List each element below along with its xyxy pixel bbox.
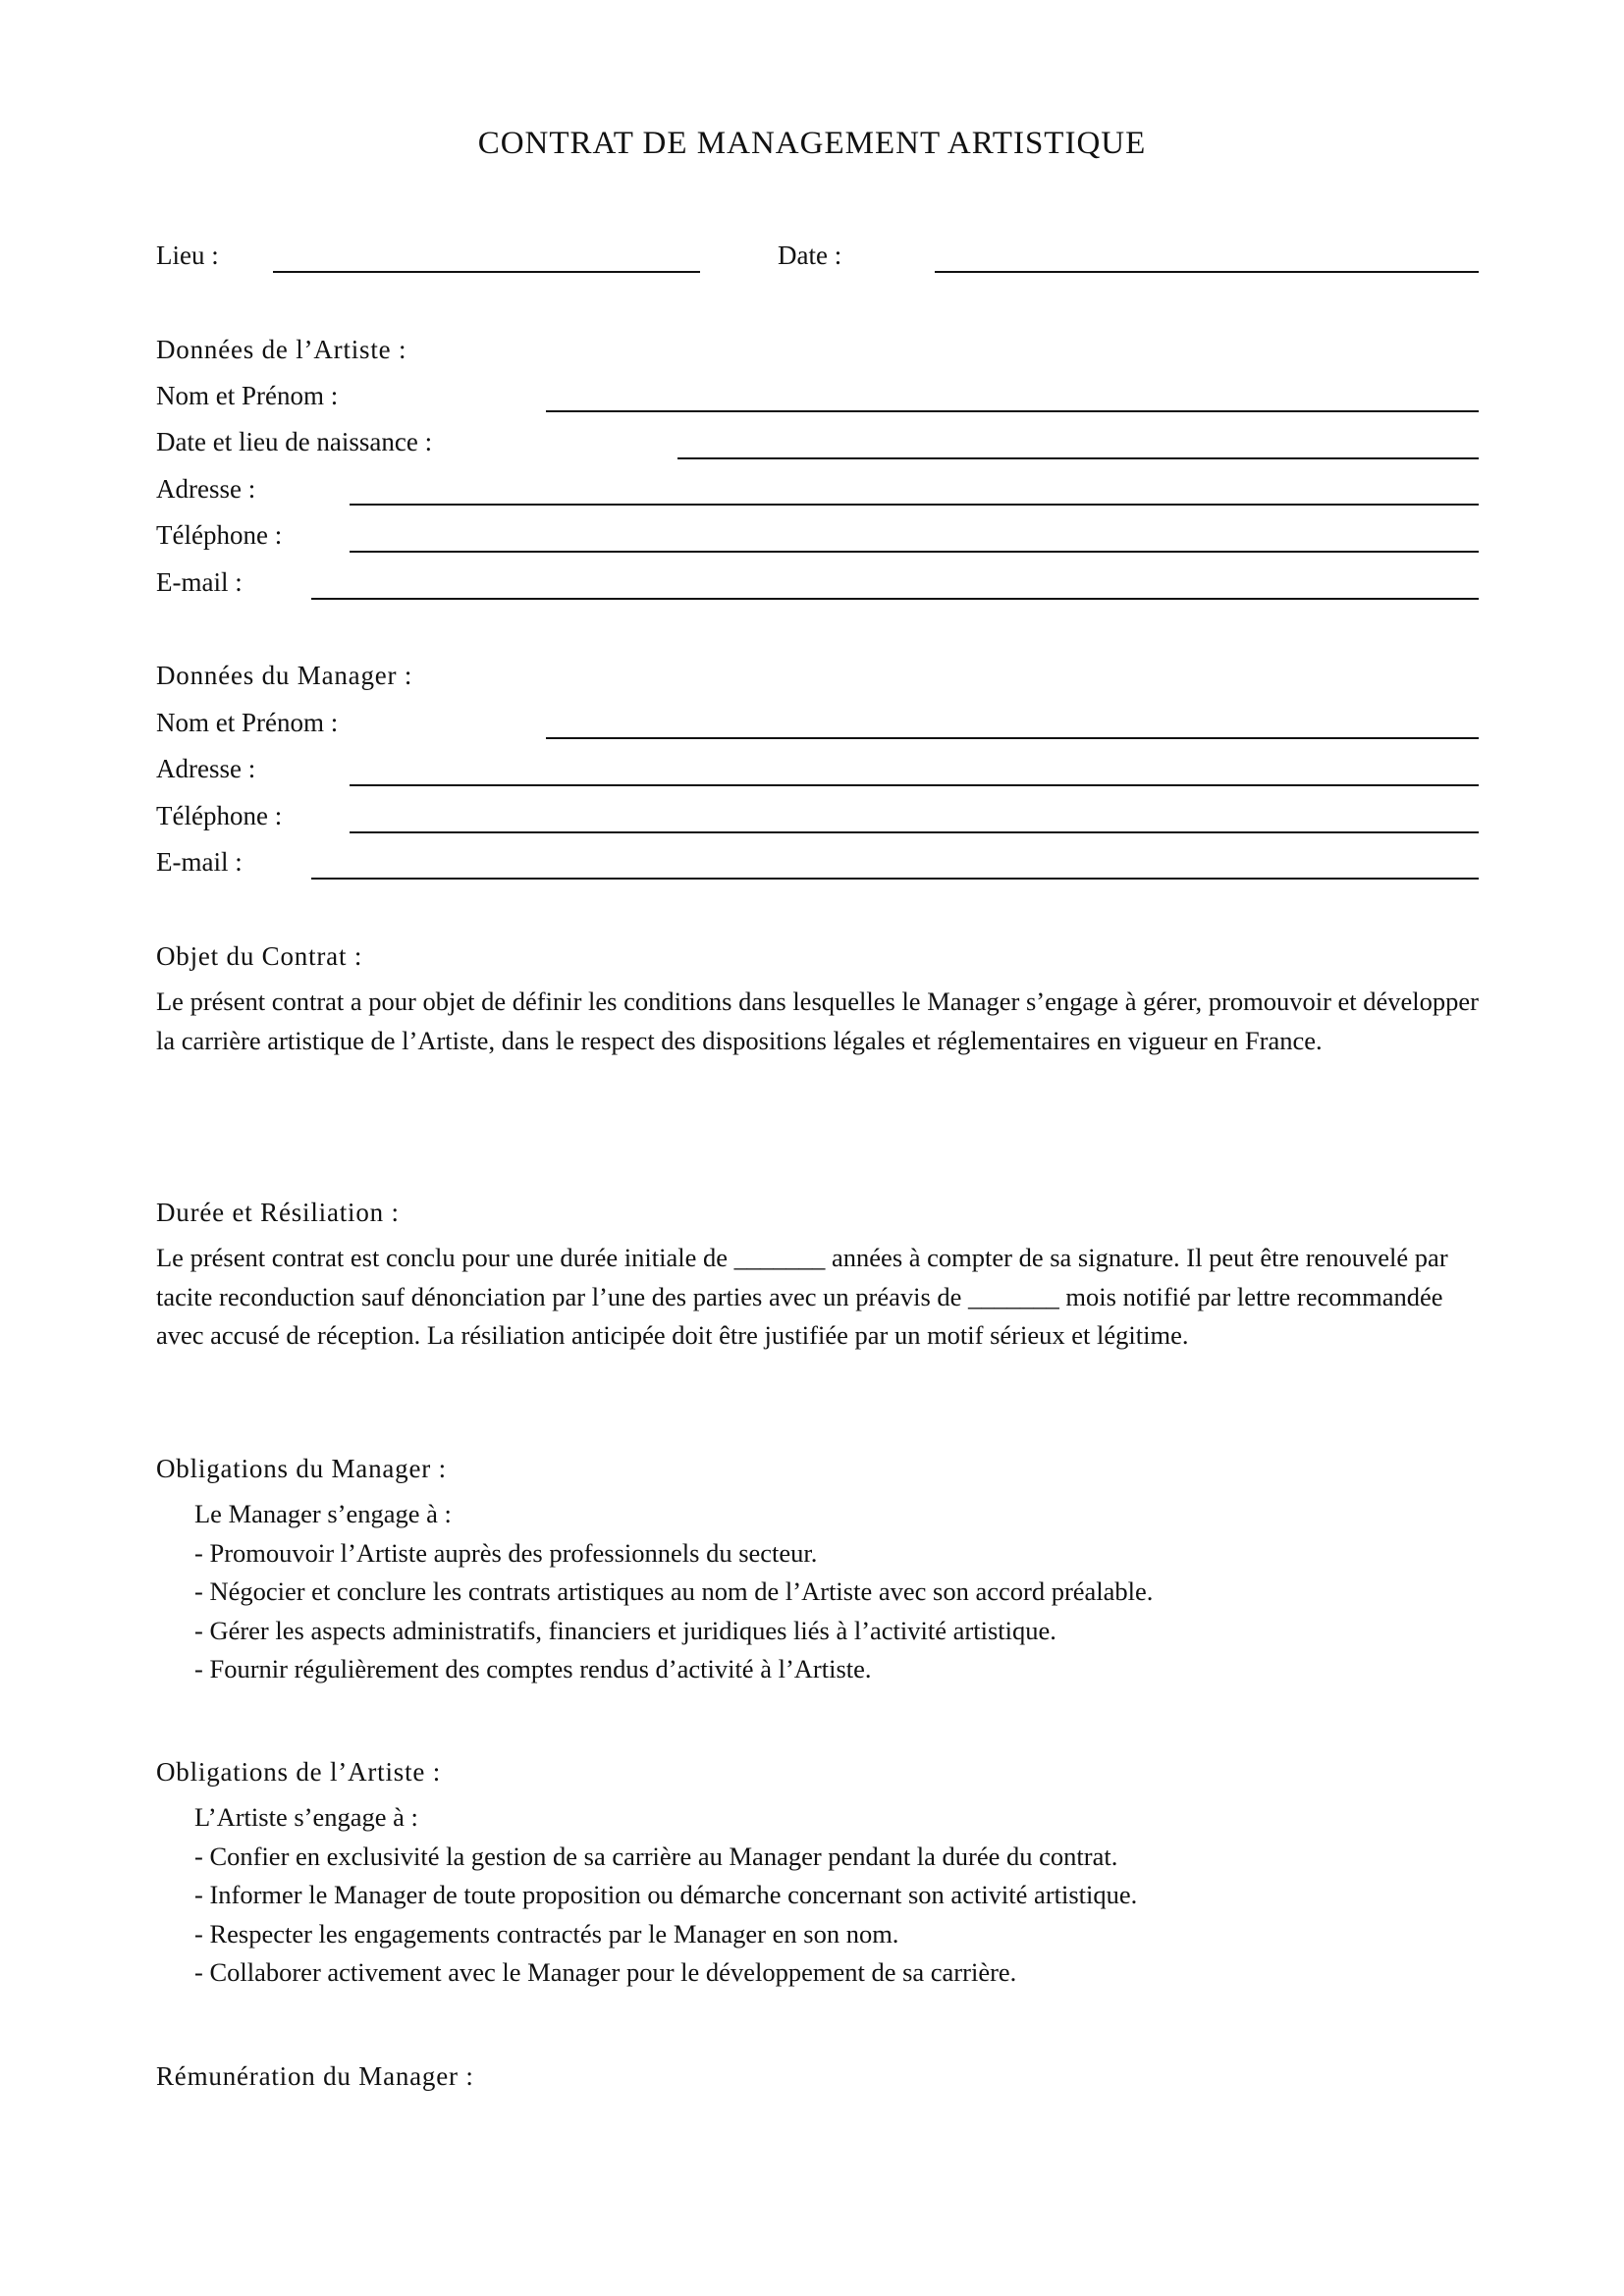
artist-obligations-list xyxy=(194,1798,1471,1993)
list-item: - Négocier et conclure les contrats artistiques au nom de l’Artiste avec son accord préalable. xyxy=(194,1576,1154,1606)
list-item: - Fournir régulièrement des comptes rendus d’activité à l’Artiste. xyxy=(194,1654,872,1683)
manager-name-label: Nom et Prénom : xyxy=(156,708,339,737)
list-item: - Confier en exclusivité la gestion de sa carrière au Manager pendant la durée du contrat. xyxy=(194,1841,1118,1871)
artist-section-heading: Données de l’Artiste : xyxy=(156,335,407,364)
manager-address-label: Adresse : xyxy=(156,754,256,783)
artist-phone-label: Téléphone : xyxy=(156,520,283,550)
artist-birth-field[interactable] xyxy=(677,457,1479,459)
manager-phone-field[interactable] xyxy=(350,831,1479,833)
manager-obligations-intro: Le Manager s’engage à : xyxy=(194,1499,452,1528)
manager-obligations-list xyxy=(194,1495,1471,1689)
date-field[interactable] xyxy=(935,271,1479,273)
artist-address-field[interactable] xyxy=(350,504,1479,506)
duration-heading: Durée et Résiliation : xyxy=(156,1198,400,1227)
list-item: - Informer le Manager de toute proposition ou démarche concernant son activité artistique. xyxy=(194,1880,1138,1909)
manager-section-heading: Données du Manager : xyxy=(156,661,413,690)
list-item: - Respecter les engagements contractés par le Manager en son nom. xyxy=(194,1918,899,1949)
artist-email-label: E-mail : xyxy=(156,567,243,597)
manager-email-label: E-mail : xyxy=(156,847,243,877)
manager-email-field[interactable] xyxy=(311,878,1479,880)
manager-phone-label: Téléphone : xyxy=(156,801,283,830)
manager-obligations-heading: Obligations du Manager : xyxy=(156,1454,447,1483)
artist-address-label: Adresse : xyxy=(156,474,256,504)
lieu-label: Lieu : xyxy=(156,240,219,270)
list-item: - Collaborer activement avec le Manager pour le développement de sa carrière. xyxy=(194,1957,1017,1987)
list-item: - Gérer les aspects administratifs, financiers et juridiques liés à l’activité artistique. xyxy=(194,1615,1056,1645)
document-title: CONTRAT DE MANAGEMENT ARTISTIQUE xyxy=(477,126,1147,161)
object-heading: Objet du Contrat : xyxy=(156,941,363,971)
manager-name-field[interactable] xyxy=(546,737,1479,739)
artist-email-field[interactable] xyxy=(311,598,1479,600)
artist-obligations-intro: L’Artiste s’engage à : xyxy=(194,1802,418,1832)
artist-name-field[interactable] xyxy=(546,410,1479,412)
date-label: Date : xyxy=(778,240,842,270)
object-text: Le présent contrat a pour objet de définir les conditions dans lesquelles le Manager s’engage à gérer, promouvoir et développer la carrière artistique de l’Artiste, dans le respect des dispositions légales et réglementaires en vigueur en France. xyxy=(156,987,1480,1055)
artist-phone-field[interactable] xyxy=(350,551,1479,553)
remuneration-heading: Rémunération du Manager : xyxy=(156,2061,474,2091)
list-item: - Promouvoir l’Artiste auprès des professionnels du secteur. xyxy=(194,1537,818,1568)
lieu-field[interactable] xyxy=(273,271,700,273)
artist-name-label: Nom et Prénom : xyxy=(156,381,339,410)
duration-text: Le présent contrat est conclu pour une durée initiale de _______ années à compter de sa signature. Il peut être renouvelé par tacite reconduction sauf dénonciation par l’une des parties avec un préavis de _______ mois notifié par lettre recommandée avec accusé de réception. La résiliation anticipée doit être justifiée par un motif sérieux et légitime. xyxy=(156,1243,1448,1350)
manager-address-field[interactable] xyxy=(350,784,1479,786)
artist-obligations-heading: Obligations de l’Artiste : xyxy=(156,1757,442,1787)
artist-birth-label: Date et lieu de naissance : xyxy=(156,427,433,456)
